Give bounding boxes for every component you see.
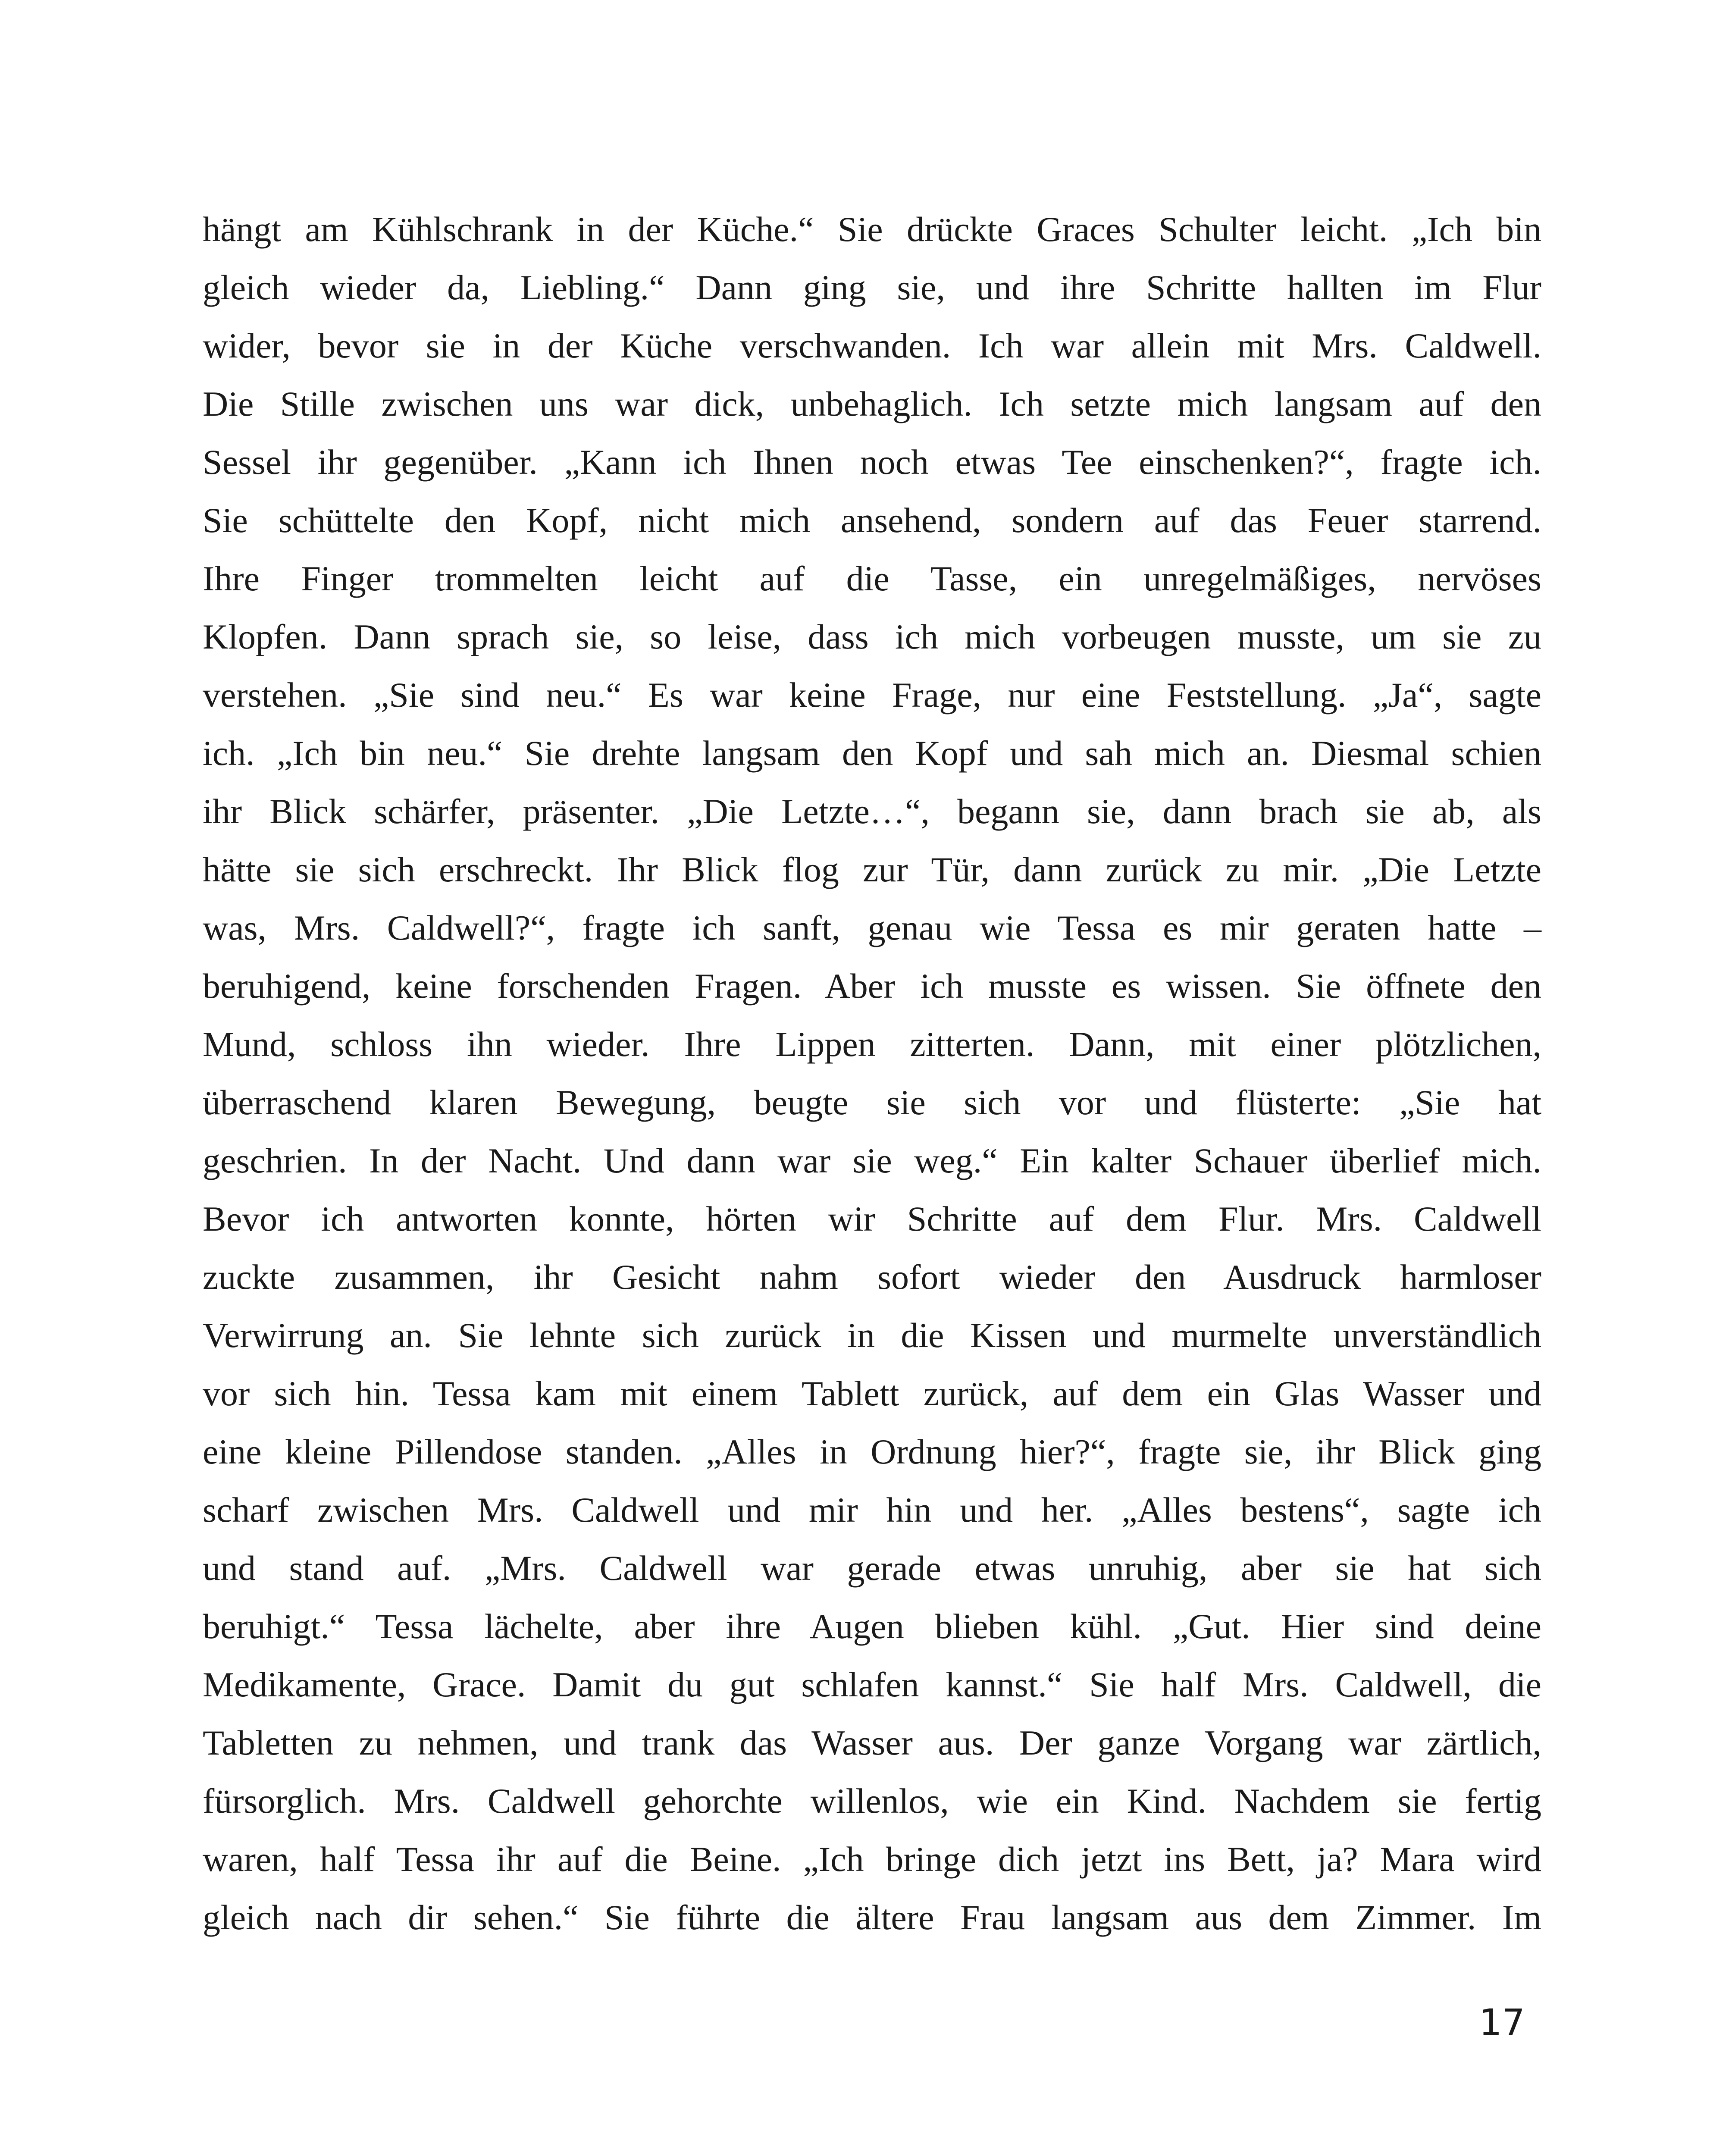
page-number: 17 bbox=[1479, 2001, 1525, 2043]
text-line: Die Stille zwischen uns war dick, unbehaglich. Ich setzte mich langsam auf den bbox=[203, 384, 1541, 423]
text-line: ich. „Ich bin neu.“ Sie drehte langsam den Kopf und sah mich an. Diesmal schien bbox=[203, 733, 1541, 773]
text-line: Medikamente, Grace. Damit du gut schlafen kannst.“ Sie half Mrs. Caldwell, die bbox=[203, 1665, 1541, 1704]
text-line: gleich nach dir sehen.“ Sie führte die ältere Frau langsam aus dem Zimmer. Im bbox=[203, 1898, 1541, 1937]
text-line: waren, half Tessa ihr auf die Beine. „Ich bringe dich jetzt ins Bett, ja? Mara wird bbox=[203, 1839, 1541, 1879]
text-line: Sessel ihr gegenüber. „Kann ich Ihnen noch etwas Tee einschenken?“, fragte ich. bbox=[203, 442, 1541, 482]
text-line: hätte sie sich erschreckt. Ihr Blick flog zur Tür, dann zurück zu mir. „Die Letzte bbox=[203, 850, 1541, 889]
text-line: zuckte zusammen, ihr Gesicht nahm sofort wieder den Ausdruck harmloser bbox=[203, 1257, 1541, 1297]
text-line: verstehen. „Sie sind neu.“ Es war keine Frage, nur eine Feststellung. „Ja“, sagte bbox=[203, 675, 1541, 714]
text-line: Bevor ich antworten konnte, hörten wir Schritte auf dem Flur. Mrs. Caldwell bbox=[203, 1199, 1541, 1238]
text-line: Ihre Finger trommelten leicht auf die Tasse, ein unregelmäßiges, nervöses bbox=[203, 559, 1541, 598]
text-line: was, Mrs. Caldwell?“, fragte ich sanft, genau wie Tessa es mir geraten hatte – bbox=[203, 908, 1541, 947]
text-line: gleich wieder da, Liebling.“ Dann ging sie, und ihre Schritte hallten im Flur bbox=[203, 268, 1541, 307]
text-line: geschrien. In der Nacht. Und dann war sie weg.“ Ein kalter Schauer überlief mich. bbox=[203, 1141, 1541, 1180]
text-line: Tabletten zu nehmen, und trank das Wasser aus. Der ganze Vorgang war zärtlich, bbox=[203, 1723, 1541, 1762]
body-text bbox=[203, 200, 1541, 1946]
text-line: Mund, schloss ihn wieder. Ihre Lippen zitterten. Dann, mit einer plötzlichen, bbox=[203, 1025, 1541, 1064]
text-line: fürsorglich. Mrs. Caldwell gehorchte willenlos, wie ein Kind. Nachdem sie fertig bbox=[203, 1781, 1541, 1821]
text-line: beruhigend, keine forschenden Fragen. Aber ich musste es wissen. Sie öffnete den bbox=[203, 966, 1541, 1006]
text-line: ihr Blick schärfer, präsenter. „Die Letzte…“, begann sie, dann brach sie ab, als bbox=[203, 792, 1541, 831]
text-line: scharf zwischen Mrs. Caldwell und mir hin und her. „Alles bestens“, sagte ich bbox=[203, 1490, 1541, 1529]
text-line: vor sich hin. Tessa kam mit einem Tablett zurück, auf dem ein Glas Wasser und bbox=[203, 1374, 1541, 1413]
text-line: wider, bevor sie in der Küche verschwanden. Ich war allein mit Mrs. Caldwell. bbox=[203, 326, 1541, 365]
text-line: überraschend klaren Bewegung, beugte sie sich vor und flüsterte: „Sie hat bbox=[203, 1083, 1541, 1122]
text-line: Sie schüttelte den Kopf, nicht mich ansehend, sondern auf das Feuer starrend. bbox=[203, 501, 1541, 540]
text-line: Klopfen. Dann sprach sie, so leise, dass ich mich vorbeugen musste, um sie zu bbox=[203, 617, 1541, 656]
text-line: Verwirrung an. Sie lehnte sich zurück in die Kissen und murmelte unverständlich bbox=[203, 1316, 1541, 1355]
text-line: beruhigt.“ Tessa lächelte, aber ihre Augen blieben kühl. „Gut. Hier sind deine bbox=[203, 1607, 1541, 1646]
text-line: hängt am Kühlschrank in der Küche.“ Sie drückte Graces Schulter leicht. „Ich bin bbox=[203, 210, 1541, 249]
text-line: eine kleine Pillendose standen. „Alles in Ordnung hier?“, fragte sie, ihr Blick ging bbox=[203, 1432, 1541, 1471]
text-line: und stand auf. „Mrs. Caldwell war gerade etwas unruhig, aber sie hat sich bbox=[203, 1548, 1541, 1588]
